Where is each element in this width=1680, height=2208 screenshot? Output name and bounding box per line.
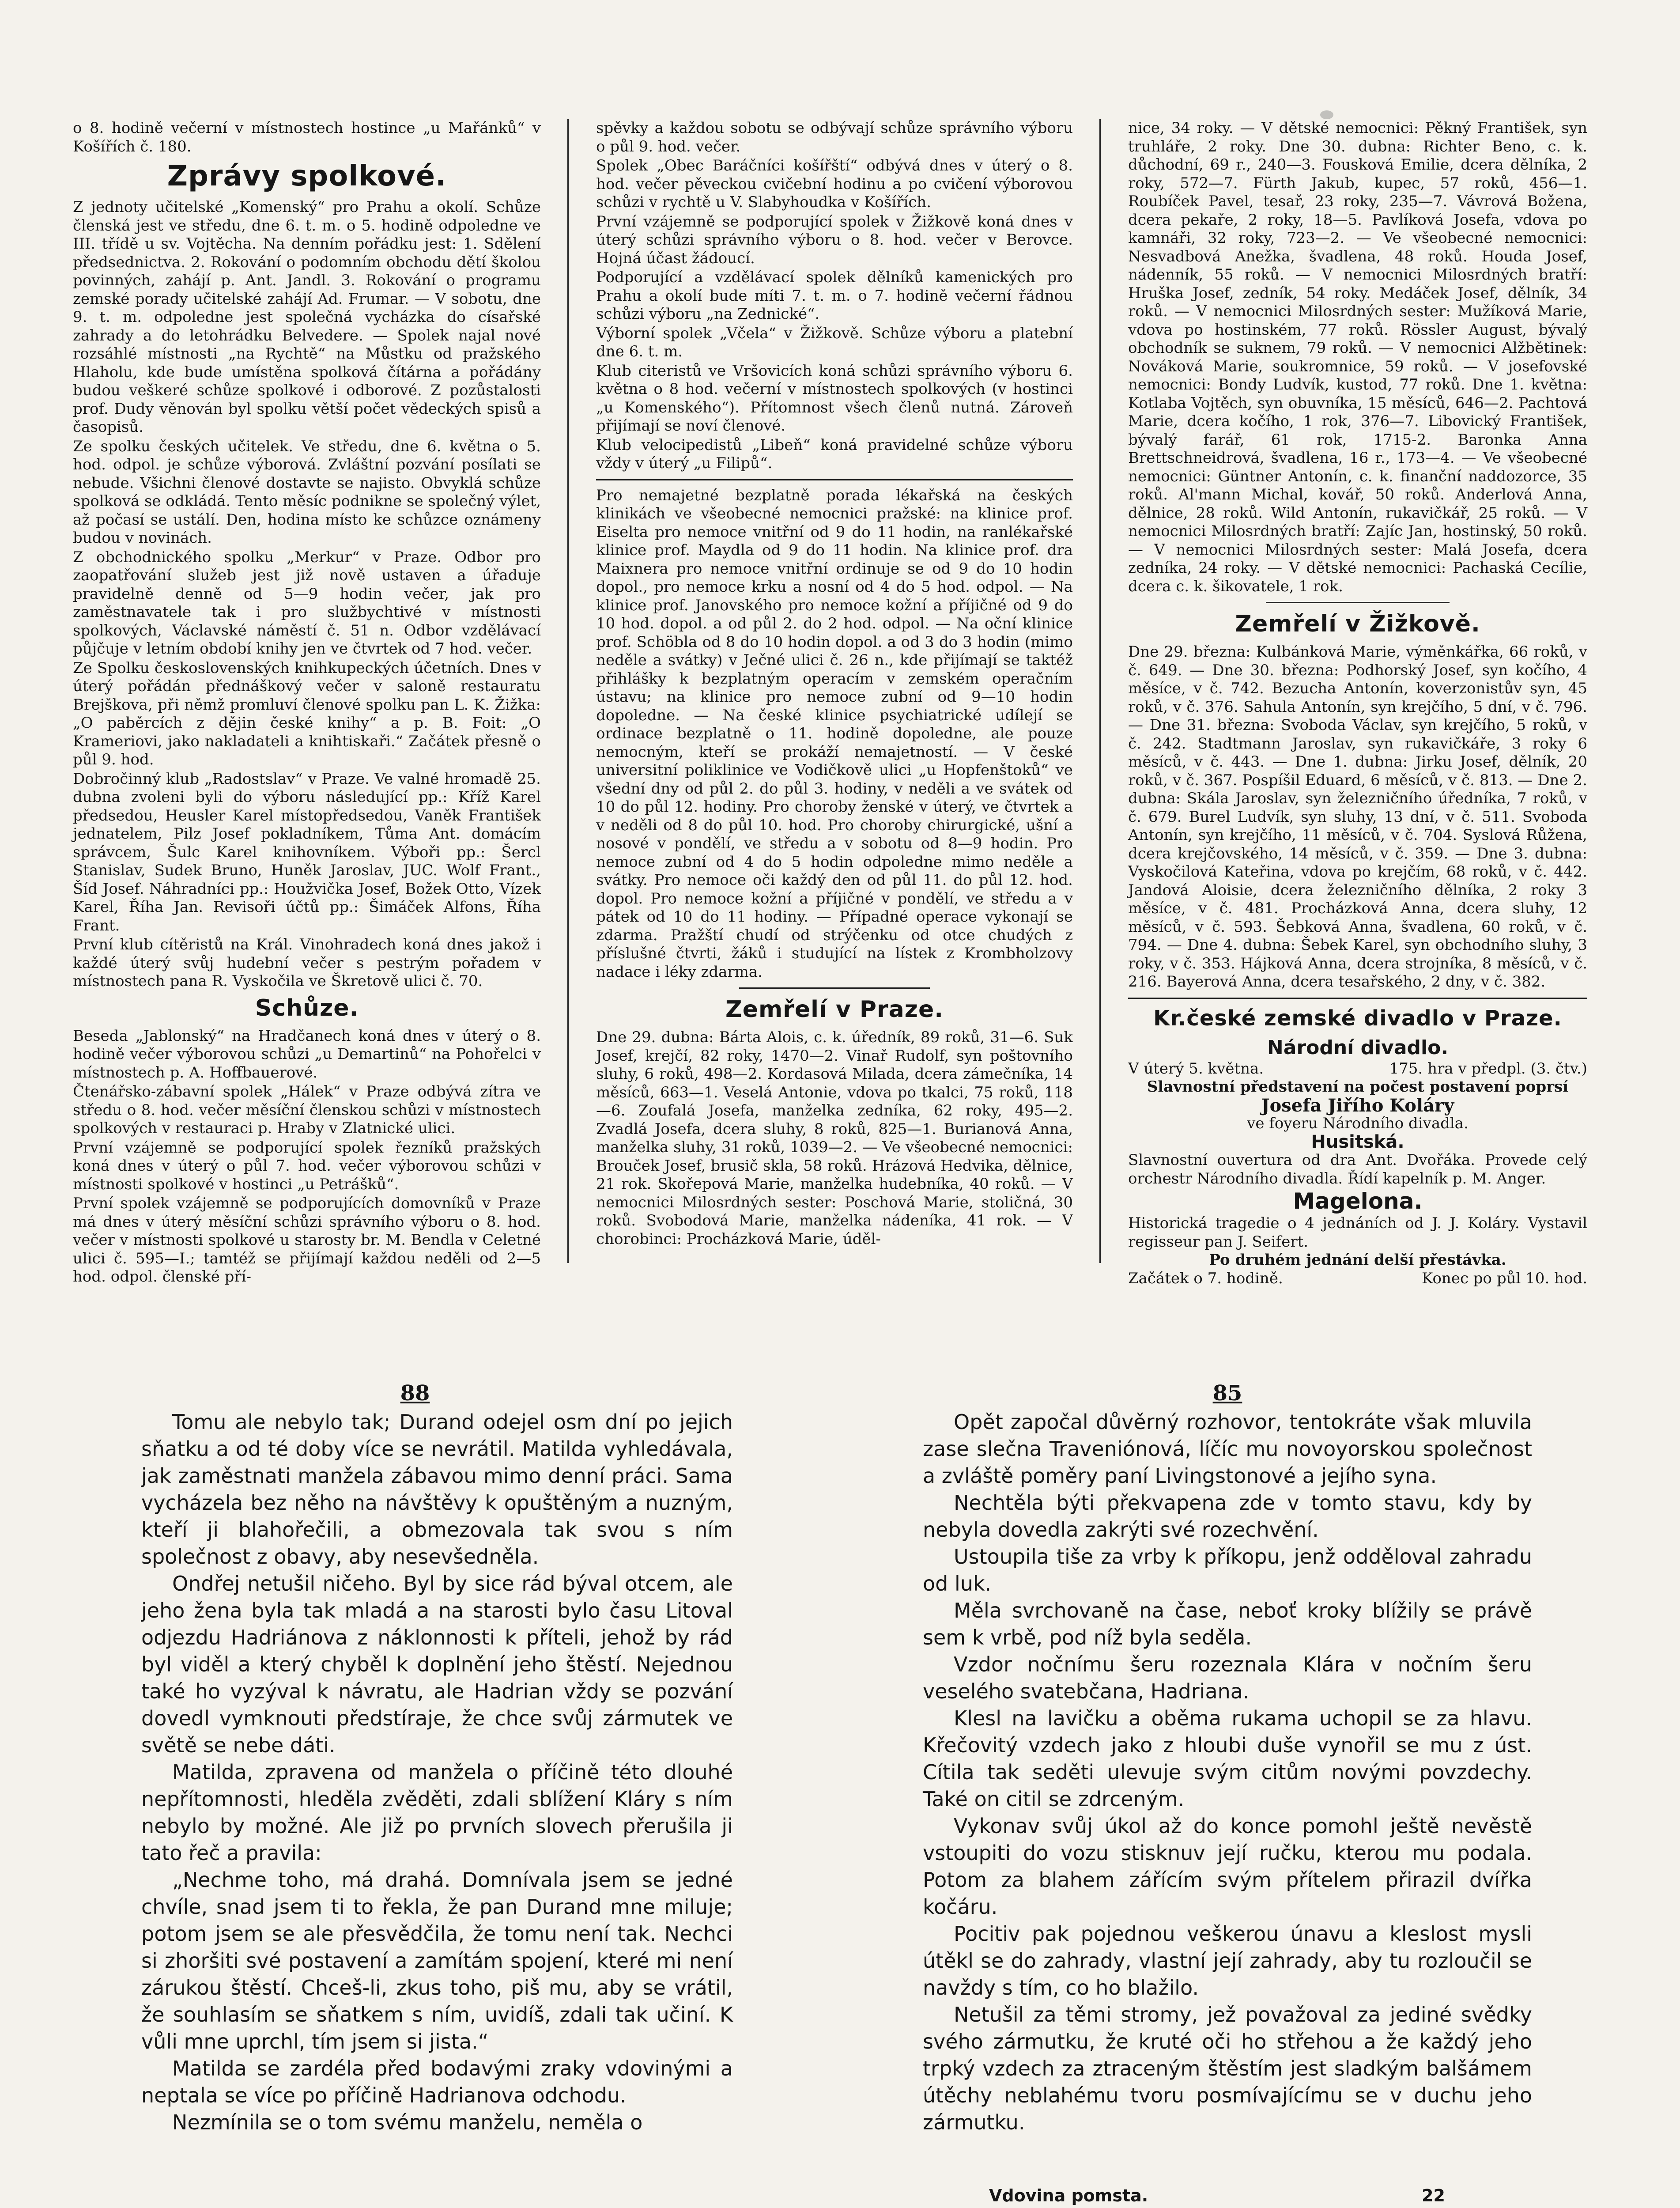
club-notice: spěvky a každou sobotu se odbývají schůze správního výboru o půl 9. hod. večer. bbox=[596, 119, 1073, 155]
column1-intro: o 8. hodině večerní v místnostech hostince „u Mařánků“ v Košířích č. 180. bbox=[73, 119, 541, 155]
novel-paragraph: Pocitiv pak pojednou veškerou únavu a kleslost mysli útěkl se do zahrady, vlastní její zahrady, aby tu rozloučil se navždy s tím, co ho blažilo. bbox=[923, 1922, 1532, 2000]
column-rule bbox=[567, 119, 569, 1263]
ink-smudge bbox=[1320, 110, 1333, 119]
section-rule bbox=[596, 479, 1073, 480]
column-3 bbox=[1128, 119, 1587, 1288]
column-1 bbox=[73, 119, 541, 1286]
heading-zpravy-spolkove: Zprávy spolkové. bbox=[167, 160, 447, 193]
honoree-name: Josefa Jiřího Koláry bbox=[1261, 1095, 1454, 1116]
intermission-note: Po druhém jednání delší přestávka. bbox=[1209, 1251, 1506, 1269]
footer-title: Vdovina pomsta. bbox=[989, 2186, 1148, 2205]
section-rule bbox=[739, 987, 930, 989]
meeting-notice: Beseda „Jablonský“ na Hradčanech koná dnes v úterý o 8. hodině večer výborovou schůzi „u Demartinů“ na Pohořelci v místnostech p. A. Hoffbauerové. bbox=[73, 1027, 541, 1081]
heading-zemreli-v-zizkove: Zemřelí v Žižkově. bbox=[1235, 611, 1480, 637]
end-time: Konec po půl 10. hod. bbox=[1421, 1269, 1587, 1287]
club-notice: První klub cítěristů na Král. Vinohradech koná dnes jakož i každé úterý svůj hudební večer s pestrým pořadem v místnostech pana R. Vyskočila ve Škretově ulici č. 70. bbox=[73, 936, 541, 990]
page-number-left: 88 bbox=[400, 1381, 430, 1406]
theatre-name: Národní divadlo. bbox=[1267, 1036, 1449, 1059]
novel-paragraph: Matilda, zpravena od manžela o příčině této dlouhé nepřítomnosti, hleděla zvěděti, zdali sblížení Kláry s ním nebylo by možné. Ale již po prvních slovech přerušila ji tato řeč a pravila: bbox=[141, 1760, 733, 1865]
heading-zemreli-v-praze: Zemřelí v Praze. bbox=[725, 996, 944, 1023]
novel-paragraph: Měla svrchovaně na čase, neboť kroky blížily se právě sem k vrbě, pod níž byla seděla. bbox=[923, 1599, 1532, 1649]
newspaper-section bbox=[73, 119, 1587, 1294]
death-notices: nice, 34 roky. — V dětské nemocnici: Pěkný František, syn truhláře, 2 roky. Dne 30. dubna: Richter Beno, c. k. důchodní, 69 r., 240—3. Fousková Emilie, dcera dělníka, 2 roky, 572—7. Fürth Jakub, kupec, 57 roků, 456—1. Roubíček Pavel, tesař, 23 roky, 235—7. Vávrová Božena, dcera pekaře, 2 roky, 18—5. Pavlíková Josefa, vdova po kamnáři, 32 roky, 723—2. — Ve všeobecné nemocnici: Nesvadbová Anežka, švadlena, 48 roků. Houda Josef, nádenník, 55 roků. — V nemocnici Milosrdných bratří: Hruška Josef, zedník, 54 roky. Medáček Josef, dělník, 34 roků. — V nemocnici Milosrdných sester: Mužíková Marie, vdova po hostinském, 77 roků. Rössler August, bývalý obchodník se suknem, 79 roků. — V nemocnici Alžbětinek: Nováková Marie, soukromnice, 59 roků. — V josefovské nemocnici: Bondy Ludvík, kustod, 77 roků. Dne 1. května: Kotlaba Vojtěch, syn obuvníka, 15 měsíců, 646—2. Pachtová Marie, dcera kočího, 1 rok, 376—7. Libovický František, bývalý farář, 61 rok, 1715-2. Baronka Anna Brettschneidrová, švadlena, 16 r., 173—4. — Ve všeobecné nemocnici: Güntner Antonín, c. k. finanční naddozorce, 35 roků. Al'mann Michal, kovář, 50 roků. Anderlová Anna, dělnice, 28 roků. Wild Antonín, rukavičkář, 25 roků. — V nemocnici Milosrdných bratří: Zajíc Jan, hostinský, 50 roků. — V nemocnici Milosrdných sester: Malá Josefa, dcera zedníka, 24 roky. — V dětské nemocnici: Pachaská Cecílie, dcera c. k. šikovatele, 1 rok. bbox=[1128, 119, 1587, 595]
novel-paragraph: Netušil za těmi stromy, jež považoval za jediné svědky svého zármutku, že kruté oči ho střehou a že každý jeho trpký vzdech za ztraceným štěstím jest sladkým balšámem útěchy neblahému tvoru posmívajícímu se v duchu jeho zármutku. bbox=[923, 2003, 1532, 2134]
club-notice: Z obchodnického spolku „Merkur“ v Praze. Odbor pro zaopatřování služeb jest již nově ustaven a úřaduje pravidelně denně od 5—9 hodin večer, jak pro zaměstnavatele tak i pro službychtivé v místnosti spolkových, Václavské náměstí č. 51 n. Odbor vzdělávací půjčuje v letním období knihy jen ve čtvrtek od 7 hod. večer. bbox=[73, 548, 541, 658]
club-notice: Klub velocipedistů „Libeň“ koná pravidelné schůze výboru vždy v úterý „u Filipů“. bbox=[596, 436, 1073, 472]
novel-column-right bbox=[923, 1409, 1532, 2136]
novel-paragraph: „Nechme toho, má drahá. Domnívala jsem se jedné chvíle, snad jsem ti to řekla, že pan Durand mne miluje; potom jsem se ale přesvědčila, že tomu není tak. Nechci si zhoršiti své postavení a zamítám spojení, které mi není zárukou štěstí. Chceš-li, zkus toho, piš mu, aby se vrátil, že souhlasím se sňatkem s ním, uvidíš, zdali tak učiní. K vůli mne uprchl, tím jsem si jista.“ bbox=[141, 1868, 733, 2053]
novel-column-left bbox=[141, 1409, 733, 2136]
novel-paragraph: Vykonav svůj úkol až do konce pomohl ještě nevěstě vstoupiti do vozu stisknuv její ručku, kterou mu podala. Potom za blahem zářícím svým přítelem přirazil dvířka kočáru. bbox=[923, 1814, 1532, 1919]
performance-date: V úterý 5. května. bbox=[1128, 1059, 1264, 1078]
overture-desc: Slavnostní ouvertura od dra Ant. Dvořáka. Provede celý orchestr Národního divadla. Řídí kapelník p. M. Anger. bbox=[1128, 1151, 1587, 1187]
play-title: Magelona. bbox=[1293, 1188, 1423, 1214]
section-rule bbox=[1128, 998, 1587, 999]
time-line bbox=[1128, 1270, 1587, 1288]
heading-divadlo: Kr.české zemské divadlo v Praze. bbox=[1153, 1006, 1562, 1031]
club-notice: Dobročinný klub „Radostslav“ v Praze. Ve valné hromadě 25. dubna zvoleni byli do výboru následující pp.: Kříž Karel předsedou, Heusler Karel místopředsedou, Vaněk František jednatelem, Pilz Josef pokladníkem, Tůma Ant. domácím správcem, Šulc Karel knihovníkem. Výboři pp.: Šercl Stanislav, Sudek Bruno, Huněk Jaroslav, JUC. Wolf Frant., Šíd Josef. Náhradníci pp.: Houžvička Josef, Božek Otto, Vízek Karel, Říha Jan. Revisoři účtů pp.: Šimáček Alfons, Říha Frant. bbox=[73, 770, 541, 934]
page-number-right: 85 bbox=[1212, 1381, 1242, 1406]
footer-page-number: 22 bbox=[1422, 2186, 1445, 2205]
column-rule bbox=[1099, 119, 1101, 1263]
death-notices: Dne 29. března: Kulbánková Marie, výměnkářka, 66 roků, v č. 649. — Dne 30. března: Podhorský Josef, syn kočího, 4 měsíce, v č. 742. Bezucha Antonín, koverzonistův syn, 45 roků, v č. 376. Sahula Antonín, syn krejčího, 5 dní, v č. 796. — Dne 31. března: Svoboda Václav, syn krejčího, 5 roků, v č. 242. Stadtmann Jaroslav, syn rukavičkáře, 3 roky 6 měsíců, v č. 443. — Dne 1. dubna: Jirku Josef, dělník, 20 roků, v č. 367. Pospíšil Eduard, 6 měsíců, v č. 813. — Dne 2. dubna: Skála Jaroslav, syn železničního úředníka, 7 roků, v č. 679. Burel Ludvík, syn sluhy, 13 dní, v č. 511. Svoboda Antonín, syn krejčího, 11 měsíců, v č. 704. Syslová Růžena, dcera krejčovského, 14 měsíců, v č. 359. — Dne 3. dubna: Vyskočilová Kateřina, vdova po krejčím, 68 roků, v č. 442. Jandová Aloisie, dcera železničního dělníka, 2 roky 3 měsíce, v č. 481. Procházková Anna, dcera sluhy, 12 měsíců, v č. 593. Šebková Anna, švadlena, 60 roků, v č. 794. — Dne 4. dubna: Šebek Karel, syn obchodního sluhy, 3 roky, v č. 353. Hájková Anna, dcera strojníka, 8 měsíců, v č. 216. Bayerová Anna, dcera tesařského, 2 dny, v č. 382. bbox=[1128, 643, 1587, 991]
meeting-notice: První spolek vzájemně se podporujících domovníků v Praze má dnes v úterý měsíční schůzi správního výboru o 8. hod. večer v místnosti spolkové u starosty br. M. Bendla v Celetné ulici č. 595—I.; tamtéž se přijímají každou neděli od 2—5 hod. odpol. členské pří- bbox=[73, 1195, 541, 1285]
section-rule bbox=[1266, 602, 1450, 603]
novel-paragraph: Nezmínila se o tom svému manželu, neměla o bbox=[172, 2110, 643, 2134]
play-desc: Historická tragedie o 4 jednáních od J. J. Koláry. Vystavil regisseur pan J. Seifert. bbox=[1128, 1214, 1587, 1251]
novel-paragraph: Klesl na lavičku a oběma rukama uchopil se za hlavu. Křečovitý vzdech jako z hloubi duše vynořil se mu z úst. Cítila tak seděti ulevuje svým citům novými povzdechy. Také on citil se zdrceným. bbox=[923, 1706, 1532, 1811]
club-notice: První vzájemně se podporující spolek v Žižkově koná dnes v úterý schůzi správního výboru o 8. hod. večer v Berovce. Hojná účast žádoucí. bbox=[596, 212, 1073, 267]
meeting-notice: Čtenářsko-zábavní spolek „Hálek“ v Praze odbývá zítra ve středu o 8. hod. večer měsíční členskou schůzi v místnostech spolkových v restauraci p. Hraby v Zlatnické ulici. bbox=[73, 1083, 541, 1137]
novel-paragraph: Tomu ale nebylo tak; Durand odejel osm dní po jejich sňatku a od té doby více se nevrátil. Matilda vyhledávala, jak zaměstnati manžela zábavou mimo denní práci. Sama vycházela bez něho na návštěvy k opuštěným a nuzným, kteří ji blahořečili, a obmezovala tak svou s ním společnost z obavy, aby nesevšedněla. bbox=[141, 1410, 733, 1569]
gala-line: Slavnostní představení na počest postavení poprsí bbox=[1147, 1078, 1569, 1096]
meeting-notice: První vzájemně se podporující spolek řezníků pražských koná dnes v úterý o půl 7. hod. večer výborovou schůzi v místnosti spolkové v hostinci „u Petrášků“. bbox=[73, 1138, 541, 1193]
club-notice: Spolek „Obec Baráčníci košířští“ odbývá dnes v úterý o 8. hod. večer pěveckou cvičební hodinu a po cvičení výborovou schůzi v rychtě u V. Slabyhoudka v Košířích. bbox=[596, 157, 1073, 211]
performance-line bbox=[1128, 1060, 1587, 1078]
column-2 bbox=[596, 119, 1073, 1248]
novel-paragraph: Matilda se zardéla před bodavými zraky vdovinými a neptala se více po příčině Hadrianova odchodu. bbox=[141, 2057, 733, 2107]
novel-paragraph: Ondřej netušil ničeho. Byl by sice rád býval otcem, ale jeho žena byla tak mladá a na starosti bylo času Litoval odjezdu Hadriánova z náklonnosti k příteli, jehož by rád byl viděl a který chyběl k doplnění jeho štěstí. Nejednou také ho vyzýval k návratu, ale Hadrian vždy se pozvání dovedl vymknouti předstíraje, že chce svůj zármutek ve světě se nebe dáti. bbox=[141, 1572, 733, 1757]
start-time: Začátek o 7. hodině. bbox=[1128, 1269, 1283, 1287]
death-notices: Dne 29. dubna: Bárta Alois, c. k. úředník, 89 roků, 31—6. Suk Josef, krejčí, 82 roky, 1470—2. Vinař Rudolf, syn poštovního sluhy, 6 roků, 498—2. Kordasová Milada, dcera zámečníka, 14 měsíců, 663—1. Veselá Antonie, vdova po tkalci, 75 roků, 118—6. Zoufalá Josefa, manželka zedníka, 62 roky, 495—2. Zvadlá Josefa, dcera sluhy, 8 roků, 825—1. Burianová Anna, manželka sluhy, 31 roků, 1039—2. — Ve všeobecné nemocnici: Brouček Josef, brusič skla, 58 roků. Hrázová Hedvika, dělnice, 21 rok. Skořepová Marie, manželka hudebníka, 40 roků. — V nemocnici Milosrdných sester: Poschová Marie, stoličná, 30 roků. Svobodová Marie, manželka nádeníka, 41 rok. — V chorobinci: Procházková Marie, úděl- bbox=[596, 1028, 1073, 1248]
novel-paragraph: Ustoupila tiše za vrby k příkopu, jenž oddělovаl zahradu od luk. bbox=[923, 1545, 1532, 1596]
novel-paragraph: Opět započal důvěrný rozhovor, tentokráte však mluvila zase slečna Traveniónová, líčíc mu novoyorskou společnost a zvláště poměry paní Livingstonové a jejího syna. bbox=[923, 1410, 1532, 1488]
club-notice: Z jednoty učitelské „Komenský“ pro Prahu a okolí. Schůze členská jest ve středu, dne 6. t. m. o 5. hodině odpoledne ve III. třídě u sv. Vojtěcha. Na denním pořádku jest: 1. Sdělení předsednictva. 2. Rokování o podomním obchodu dětí školou povinných, zahájí p. Ant. Jandl. 3. Rokování o programu zemské porady učitelské zahájí Ad. Frumar. — V sobotu, dne 9. t. m. odpoledne jest společná vycházka do císařské zahrady a do letohrádku Belvedere. — Spolek najal nové rozsáhlé místnosti „na Rychtě“ na Můstku od pražského Hlaholu, kde bude umístěna spolková čítárna a pořádány budou veškeré schůze spolkové i odborové. Z pozůstalosti prof. Dudy věnován byl spolku větší počet vědeckých spisů a časopisů. bbox=[73, 198, 541, 436]
performance-subscription: 175. hra v předpl. (3. čtv.) bbox=[1389, 1059, 1587, 1078]
heading-schuze: Schůze. bbox=[255, 994, 359, 1021]
club-notice: Ze spolku českých učitelek. Ve středu, dne 6. května o 5. hod. odpol. je schůze výborová. Zvláštní pozvání posílati se nebude. Všichni členové dostavte se najisto. Obvyklá schůze spolková se odkládá. Tento měsíc podnikne se společný výlet, až počasí se ustálí. Den, hodina místo ke schůzce oznámeny budou v novinách. bbox=[73, 437, 541, 547]
novel-paragraph: Nechtěla býti překvapena zde v tomto stavu, kdy by nebyla dovedla zakrýti své rozechvění. bbox=[923, 1491, 1532, 1542]
novel-paragraph: Vzdor nočnímu šeru rozeznala Klára v nočním šeru veselého svatebčana, Hadriana. bbox=[923, 1652, 1532, 1703]
club-notice: Výborní spolek „Včela“ v Žižkově. Schůze výboru a platební dne 6. t. m. bbox=[596, 324, 1073, 360]
medical-notice: Pro nemajetné bezplatně porada lékařská na českých klinikách ve všeobecné nemocnici pražské: na klinice prof. Eiselta pro nemoce vnitřní od 9 do 11 hodin, na ranlékařské klinice prof. Maydla od 9 do 11 hodin. Na klinice prof. dra Maixnera pro nemoce vnitřní ordinuje se od 9 do 10 hodin dopol., pro nemoce krku a nosní od 4 do 5 hod. odpol. — Na klinice prof. Janovského pro nemoce kožní a příjičné od 9 do 10 hod. dopol. a od půl 2. do 2 hod. odpol. — Na oční klinice prof. Schöbla od 8 do 10 hodin dopol. a od 3 do 3 hodin (mimo neděle a svátky) v Ječné ulici č. 26 n., kde přijímají se taktéž přihlášky k bezplatným operacím v zemském operačním ústavu; na klinice pro nemoce zubní od 9—10 hodin dopoledne. — Na české klinice psychiatrické udílejí se ordinace bezplatně o 11. hodině dopoledne, ale pouze nemocným, kteří se prokáží nemajetností. — V české universitní poliklinice ve Vodičkově ulici „u Hopfenštoků“ ve všední dny od půl 2. do půl 3. hodiny, v neděli a ve svátek od 10 do půl 12. hodiny. Pro choroby ženské v úterý, ve čtvrtek a v neděli od 8 do půl 10. hod. Pro choroby chirurgické, ušní a nosové v pondělí, ve středu a v sobotu od 8—9 hodin. Pro nemoce zubní od 4 do 5 hodin odpoledne mimo neděle a svátky. Pro nemoce oči každý den od půl 11. do půl 12. hod. dopol. Pro nemoce kožní a příjičné v pondělí, ve středu a v pátek od 10 do 11 hodiny. — Případné operace vykonají se zdarma. Pražští chudí od strýčenku od otce chudých z příslušné čtvrti, žáků i studující na lístek z Krombholzovy nadace i léky zdarma. bbox=[596, 486, 1073, 981]
club-notice: Klub citeristů ve Vršovicích koná schůzi správního výboru 6. května o 8 hod. večerní v místnostech spolkových (v hostinci „u Komenského“). Přítomnost všech členů nutná. Zároveň přijímají se noví členové. bbox=[596, 362, 1073, 435]
novel-section bbox=[141, 1381, 1537, 2208]
overture-title: Husitská. bbox=[1311, 1131, 1404, 1152]
club-notice: Ze Spolku československých knihkupeckých účetních. Dnes v úterý pořádán přednáškový večer v saloně restauratu Brejškova, při němž promluví členové spolku pan L. K. Žižka: „O paběrcích z dějin české knihy“ a p. B. Foit: „O Krameriovi, jako nakladateli a knihtiskaři.“ Začátek přesně o půl 9. hod. bbox=[73, 659, 541, 768]
venue-line: ve foyeru Národního divadla. bbox=[1247, 1115, 1469, 1132]
club-notice: Podporující a vzdělávací spolek dělníků kamenických pro Prahu a okolí bude míti 7. t. m. o 7. hodině večerní řádnou schůzi výboru „na Zednické“. bbox=[596, 268, 1073, 323]
